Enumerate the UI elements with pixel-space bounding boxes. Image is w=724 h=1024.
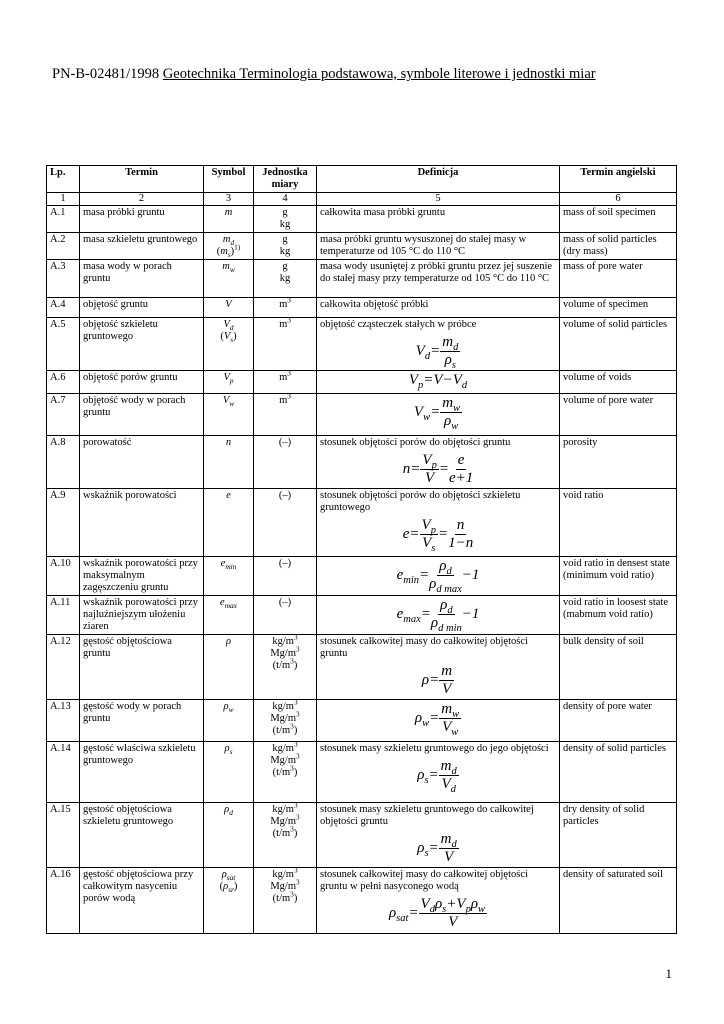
definition-text: stosunek objętości porów do objętości szkieletu gruntowego (320, 490, 521, 513)
row-termin: gęstość objętościowa przy całkowitym nasyceniu porów wodą (80, 868, 204, 934)
row-symbol: e (204, 489, 254, 557)
col-header-symbol: Symbol (204, 166, 254, 193)
row-definition (317, 596, 560, 635)
row-english: void ratio in loosest state (mabmum void ratio) (560, 596, 677, 635)
formula-a5: $V_d=$ $\frac{m_d}{\rho_s}$ (415, 334, 459, 371)
row-english: dry density of solid particles (560, 803, 677, 868)
table-row (47, 868, 677, 934)
standard-code: PN-B-02481/1998 (52, 66, 160, 82)
row-lp: A.2 (47, 233, 80, 260)
row-definition (317, 318, 560, 371)
row-symbol: $e_{max}$ (204, 596, 254, 635)
row-english: density of solid particles (560, 742, 677, 803)
definition-text: stosunek całkowitej masy do całkowitej objętości gruntu (320, 636, 528, 659)
formula-a16: $\rho_{sat}=$ $V_d\rho_s+V_p\rho_w$ V (388, 896, 486, 930)
row-definition (317, 436, 560, 489)
row-definition (317, 803, 560, 868)
row-symbol: $V_w$ (204, 394, 254, 436)
row-english: void ratio (560, 489, 677, 557)
formula-a13: $\rho_w=$ $\frac{m_w}{V_w}$ (414, 701, 460, 738)
row-unit: $kg/m^3$ $Mg/m^3$ $(t/m^3)$ (254, 868, 317, 934)
row-symbol: ρ (204, 635, 254, 700)
table-row (47, 260, 677, 298)
table-row (47, 700, 677, 742)
row-unit: (–) (254, 557, 317, 596)
row-lp: A.16 (47, 868, 80, 934)
definition-text: stosunek masy szkieletu gruntowego do jego objętości (320, 743, 549, 754)
col-header-termin: Termin (80, 166, 204, 193)
row-termin: objętość szkieletu gruntowego (80, 318, 204, 371)
row-lp: A.7 (47, 394, 80, 436)
document-header (52, 66, 596, 83)
row-definition (317, 394, 560, 436)
row-definition (317, 635, 560, 700)
col-number: 2 (80, 193, 204, 206)
table-row (47, 298, 677, 318)
formula-a11: $e_{max}=$ $\rho_d$ $\rho_{d min}$ −1 (396, 597, 480, 634)
table-header-row (47, 166, 677, 193)
col-header-unit: Jednostka miary (254, 166, 317, 193)
table-row (47, 742, 677, 803)
col-number: 5 (317, 193, 560, 206)
row-symbol: $\rho_d$ (204, 803, 254, 868)
row-unit: (–) (254, 489, 317, 557)
table-row (47, 557, 677, 596)
page-number: 1 (665, 966, 672, 981)
row-unit: $kg/m^3$ $Mg/m^3$ $(t/m^3)$ (254, 803, 317, 868)
row-unit: $m^3$ (254, 318, 317, 371)
row-termin: wskaźnik porowatości przy maksymalnym zagęszczeniu gruntu (80, 557, 204, 596)
table-row (47, 436, 677, 489)
row-termin: wskaźnik porowatości przy najluźniejszym ułożeniu ziaren (80, 596, 204, 635)
formula-a6: $V_p=V-V_d$ (408, 372, 468, 391)
row-unit: (–) (254, 596, 317, 635)
row-symbol: $V_p$ (204, 371, 254, 394)
table-row (47, 596, 677, 635)
row-symbol: V (204, 298, 254, 318)
row-definition (317, 700, 560, 742)
row-english: porosity (560, 436, 677, 489)
row-termin: gęstość objętościowa szkieletu gruntowego (80, 803, 204, 868)
row-unit: $kg/m^3$ $Mg/m^3$ $(t/m^3)$ (254, 700, 317, 742)
row-termin: objętość porów gruntu (80, 371, 204, 394)
row-unit: g kg (254, 260, 317, 298)
row-english: density of pore water (560, 700, 677, 742)
row-unit: $m^3$ (254, 371, 317, 394)
col-number: 4 (254, 193, 317, 206)
row-lp: A.8 (47, 436, 80, 489)
row-english: mass of pore water (560, 260, 677, 298)
table-row (47, 371, 677, 394)
row-lp: A.3 (47, 260, 80, 298)
row-english: bulk density of soil (560, 635, 677, 700)
row-unit: $m^3$ (254, 298, 317, 318)
row-definition (317, 489, 560, 557)
row-symbol: $V_d$ $(V_s)$ (204, 318, 254, 371)
row-english: void ratio in densest state (minimum void ratio) (560, 557, 677, 596)
row-unit: g kg (254, 233, 317, 260)
formula-a9: e= $\frac{V_p}{V_s}$ = $\frac{n}{1-n}$ (402, 517, 474, 554)
definition-text: stosunek całkowitej masy do całkowitej objętości gruntu w pełni nasyconego wodą (320, 869, 528, 892)
row-symbol: $\rho_w$ (204, 700, 254, 742)
formula-a8: n= $\frac{V_p}{V}$ = $\frac{e}{e+1}$ (402, 452, 474, 486)
formula-a15: $\rho_s=$ $\frac{m_d}{V}$ (417, 831, 457, 865)
row-english: density of saturated soil (560, 868, 677, 934)
formula-a14: $\rho_s=$ $\frac{m_d}{V_d}$ (417, 758, 457, 795)
table-row (47, 803, 677, 868)
row-symbol: m (204, 206, 254, 233)
table-row (47, 206, 677, 233)
table-row (47, 233, 677, 260)
row-english: volume of specimen (560, 298, 677, 318)
row-lp: A.15 (47, 803, 80, 868)
row-termin: masa próbki gruntu (80, 206, 204, 233)
row-termin: gęstość wody w porach gruntu (80, 700, 204, 742)
row-definition (317, 742, 560, 803)
row-termin: wskaźnik porowatości (80, 489, 204, 557)
row-lp: A.9 (47, 489, 80, 557)
row-unit: (–) (254, 436, 317, 489)
row-termin: masa wody w porach gruntu (80, 260, 204, 298)
formula-a7: $V_w=$ $\frac{m_w}{\rho_w}$ (413, 395, 461, 432)
row-symbol: $m_d$ $(m_s)^{1)}$ (204, 233, 254, 260)
row-definition: masa wody usuniętej z próbki gruntu przez jej suszenie do stałej masy przy temperaturze od 105 °C do 110 °C (317, 260, 560, 298)
row-symbol: $e_{min}$ (204, 557, 254, 596)
row-symbol: $\rho_{sat}$ $(\rho_{sr})$ (204, 868, 254, 934)
row-symbol: $\rho_s$ (204, 742, 254, 803)
row-lp: A.11 (47, 596, 80, 635)
table-row (47, 394, 677, 436)
row-lp: A.13 (47, 700, 80, 742)
row-lp: A.5 (47, 318, 80, 371)
row-termin: objętość gruntu (80, 298, 204, 318)
row-definition: całkowita masa próbki gruntu (317, 206, 560, 233)
row-termin: gęstość właściwa szkieletu gruntowego (80, 742, 204, 803)
row-termin: porowatość (80, 436, 204, 489)
table-row (47, 635, 677, 700)
row-english: mass of soil specimen (560, 206, 677, 233)
table-row (47, 318, 677, 371)
row-lp: A.1 (47, 206, 80, 233)
terminology-table (46, 165, 677, 934)
row-lp: A.10 (47, 557, 80, 596)
row-english: volume of pore water (560, 394, 677, 436)
row-english: volume of solid particles (560, 318, 677, 371)
definition-text: stosunek masy szkieletu gruntowego do całkowitej objętości gruntu (320, 804, 534, 827)
row-symbol: n (204, 436, 254, 489)
row-unit: g kg (254, 206, 317, 233)
row-unit: $kg/m^3$ $Mg/m^3$ $(t/m^3)$ (254, 742, 317, 803)
definition-text: stosunek objętości porów do objętości gruntu (320, 437, 511, 448)
row-termin: masa szkieletu gruntowego (80, 233, 204, 260)
col-header-definition: Definicja (317, 166, 560, 193)
standard-title: Geotechnika Terminologia podstawowa, symbole literowe i jednostki miar (162, 66, 596, 82)
row-lp: A.4 (47, 298, 80, 318)
formula-a12: ρ= $\frac{m}{V}$ (421, 663, 453, 697)
row-english: volume of voids (560, 371, 677, 394)
col-number: 3 (204, 193, 254, 206)
col-number: 6 (560, 193, 677, 206)
row-termin: gęstość objętościowa gruntu (80, 635, 204, 700)
row-definition (317, 868, 560, 934)
col-header-english: Termin angielski (560, 166, 677, 193)
row-symbol: $m_w$ (204, 260, 254, 298)
row-definition: masa próbki gruntu wysuszonej do stałej masy w temperaturze od 105 °C do 110 °C (317, 233, 560, 260)
row-unit: $kg/m^3$ $Mg/m^3$ $(t/m^3)$ (254, 635, 317, 700)
row-definition (317, 371, 560, 394)
row-lp: A.12 (47, 635, 80, 700)
formula-a10: $e_{min}=$ $\rho_d$ $\rho_{d max}$ −1 (396, 558, 480, 595)
table-row (47, 489, 677, 557)
row-lp: A.6 (47, 371, 80, 394)
row-definition: całkowita objętość próbki (317, 298, 560, 318)
row-definition (317, 557, 560, 596)
row-lp: A.14 (47, 742, 80, 803)
row-english: mass of solid particles (dry mass) (560, 233, 677, 260)
definition-text: objętość cząsteczek stałych w próbce (320, 319, 477, 330)
row-unit: $m^3$ (254, 394, 317, 436)
col-header-lp: Lp. (47, 166, 80, 193)
column-number-row (47, 193, 677, 206)
row-termin: objętość wody w porach gruntu (80, 394, 204, 436)
col-number: 1 (47, 193, 80, 206)
